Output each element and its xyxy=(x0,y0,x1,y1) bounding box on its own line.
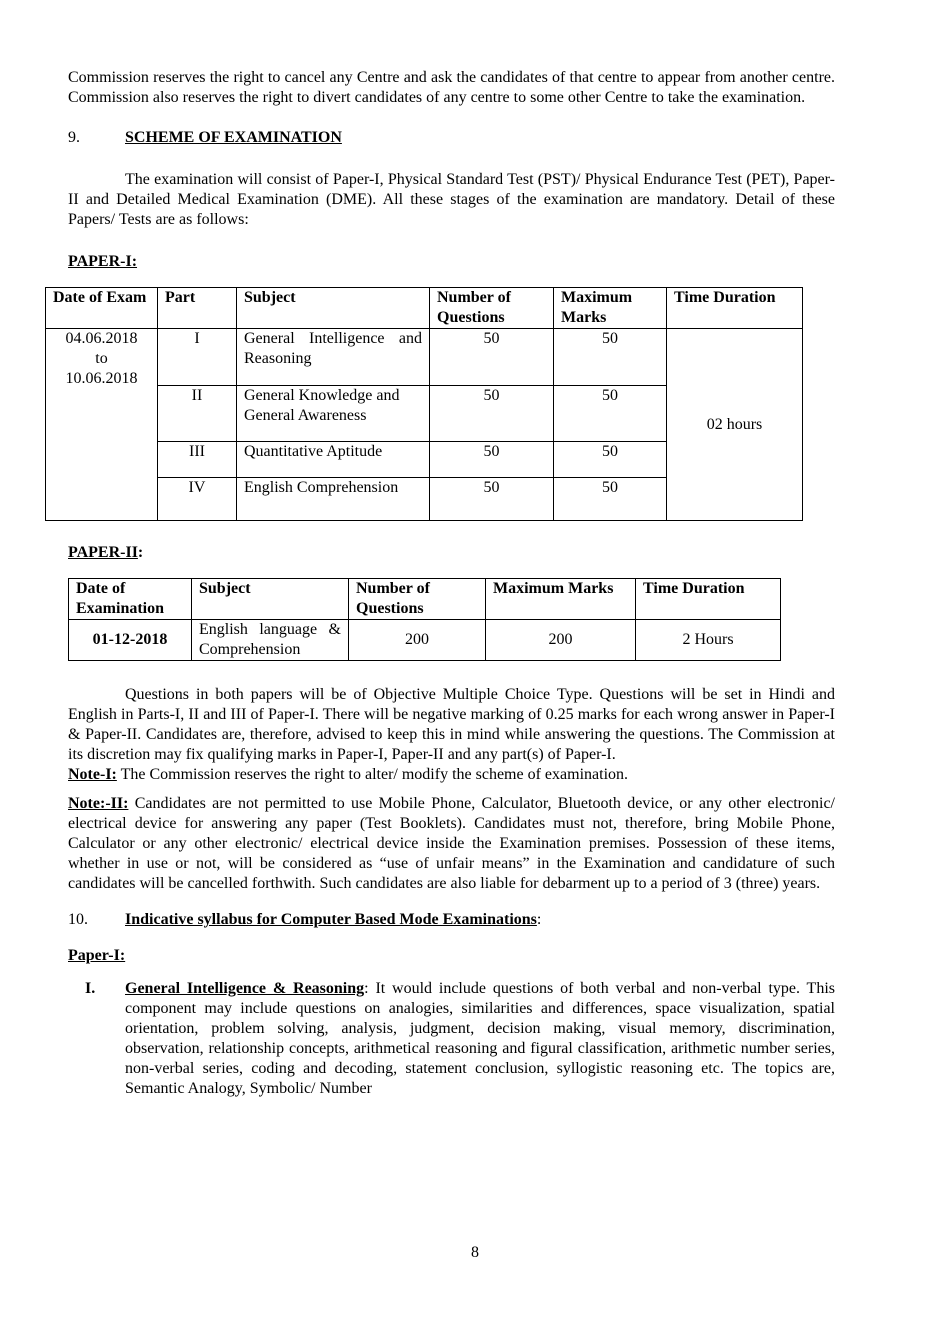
list-roman: I. xyxy=(85,980,96,997)
header-marks: Maximum Marks xyxy=(554,288,667,329)
table-header-row xyxy=(69,579,781,620)
paper-1-heading: PAPER-I: xyxy=(68,253,138,270)
questions-cell: 200 xyxy=(349,620,486,661)
note-2: Note:-II: Candidates are not permitted to use Mobile Phone, Calculator, Bluetooth device, or any other electronic/ electrical device for answering any paper (Test Booklets). Candidates must not, therefore, bring Mobile Phone, Calculator or any other electronic/ electrical device inside the Examination premises. Possession of these items, whether in use or not, will be considered as “use of unfair means” in the Examination and candidature of such candidates will be cancelled forthwith. Such candidates are also liable for debarment up to a period of 3 (three) years. xyxy=(68,795,835,892)
section-number: 9. xyxy=(68,129,80,146)
marks-cell: 200 xyxy=(486,620,636,661)
marks-cell: 50 xyxy=(554,329,667,386)
header-duration: Time Duration xyxy=(636,579,781,620)
table-header-row xyxy=(46,288,803,329)
questions-cell: 50 xyxy=(430,478,554,521)
duration-cell: 2 Hours xyxy=(636,620,781,661)
subject-cell: English language & Comprehension xyxy=(192,620,349,661)
questions-cell: 50 xyxy=(430,329,554,386)
duration-cell: 02 hours xyxy=(667,329,803,521)
marks-cell: 50 xyxy=(554,442,667,478)
header-date: Date of Exam xyxy=(46,288,158,329)
table-row xyxy=(69,620,781,661)
paper-2-table xyxy=(68,578,781,661)
note-1: Note-I: The Commission reserves the right to alter/ modify the scheme of examination. xyxy=(68,766,629,783)
header-subject: Subject xyxy=(237,288,430,329)
part-cell: II xyxy=(158,386,237,442)
section-10-heading: 10. Indicative syllabus for Computer Based Mode Examinations: xyxy=(68,911,542,928)
paper-1-table xyxy=(45,287,803,521)
subject-cell: General Intelligence and Reasoning xyxy=(237,329,430,386)
intro-paragraph: Commission reserves the right to cancel any Centre and ask the candidates of that centre to appear from another centre. Commission also reserves the right to divert candidates of any centre to some other Centre to take the examination. xyxy=(68,69,835,106)
header-part: Part xyxy=(158,288,237,329)
page-number: 8 xyxy=(471,1244,479,1261)
exam-date-cell: 04.06.2018 to 10.06.2018 xyxy=(46,329,158,521)
questions-cell: 50 xyxy=(430,442,554,478)
header-questions: Number of Questions xyxy=(430,288,554,329)
subject-cell: Quantitative Aptitude xyxy=(237,442,430,478)
paper-1-syllabus-heading: Paper-I: xyxy=(68,947,126,964)
list-item xyxy=(85,979,835,1099)
section-9-heading xyxy=(68,128,835,148)
marks-cell: 50 xyxy=(554,478,667,521)
exam-date-cell: 01-12-2018 xyxy=(69,620,192,661)
subject-cell: General Knowledge and General Awareness xyxy=(237,386,430,442)
header-marks: Maximum Marks xyxy=(486,579,636,620)
header-questions: Number of Questions xyxy=(349,579,486,620)
part-cell: IV xyxy=(158,478,237,521)
list-body: General Intelligence & Reasoning: It would include questions of both verbal and non-verbal type. This component may include questions on analogies, similarities and differences, space visualization, spatial orientation, problem solving, analysis, judgment, decision making, visual memory, discrimination, observation, relationship concepts, arithmetical reasoning and figural classification, arithmetic number series, non-verbal series, coding and decoding, statement conclusion, syllogistic reasoning etc. The topics are, Semantic Analogy, Symbolic/ Number xyxy=(125,980,835,1097)
marks-cell: 50 xyxy=(554,386,667,442)
document-page xyxy=(53,68,835,1099)
paper-2-heading: PAPER-II: xyxy=(68,544,144,561)
part-cell: III xyxy=(158,442,237,478)
part-cell: I xyxy=(158,329,237,386)
table-row xyxy=(46,329,803,386)
objective-paragraph: Questions in both papers will be of Objective Multiple Choice Type. Questions will be set in Hindi and English in Parts-I, II and III of Paper-I. There will be negative marking of 0.25 marks for each wrong answer in Paper-I & Paper-II. Candidates are, therefore, advised to keep this in mind while answering the questions. The Commission at its discretion may fix qualifying marks in Paper-I, Paper-II and any part(s) of Paper-I. xyxy=(68,686,835,763)
scheme-paragraph: The examination will consist of Paper-I, Physical Standard Test (PST)/ Physical Endurance Test (PET), Paper-II and Detailed Medical Examination (DME). All these stages of the examination are mandatory. Detail of these Papers/ Tests are as follows: xyxy=(68,171,835,228)
questions-cell: 50 xyxy=(430,386,554,442)
header-date: Date of Examination xyxy=(69,579,192,620)
header-duration: Time Duration xyxy=(667,288,803,329)
subject-cell: English Comprehension xyxy=(237,478,430,521)
header-subject: Subject xyxy=(192,579,349,620)
section-title: SCHEME OF EXAMINATION xyxy=(125,129,342,146)
